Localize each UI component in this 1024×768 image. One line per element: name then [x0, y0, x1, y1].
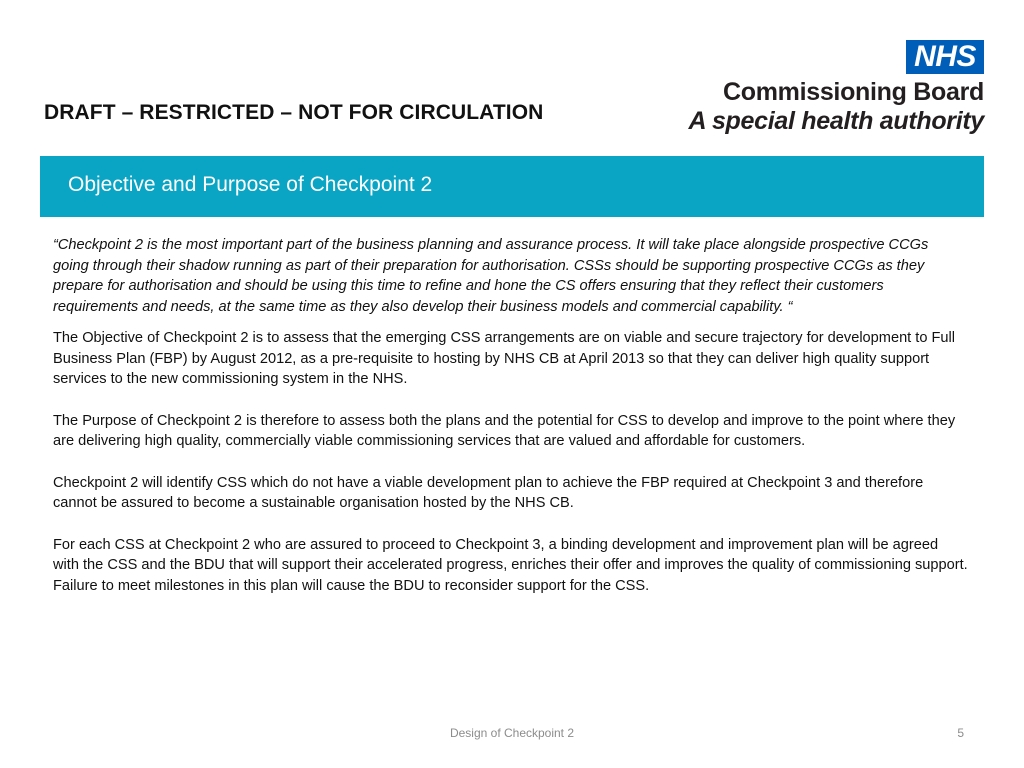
purpose-paragraph: The Purpose of Checkpoint 2 is therefore to assess both the plans and the potential for CSS to develop and improve to the point where they are delivering high quality, commercially viable commissioning services that are valued and affordable for customers.	[53, 412, 956, 449]
nhs-logo-mark	[906, 40, 984, 74]
development-plan-paragraph: For each CSS at Checkpoint 2 who are assured to proceed to Checkpoint 3, a binding development and improvement plan will be agreed with the CSS and the BDU that will support their accelerated progress, enriches their offer and improves the quality of commissioning support. Failure to meet milestones in this plan will cause the BDU to reconsider support for the CSS.	[53, 536, 968, 594]
slide-body	[53, 235, 968, 596]
quote-paragraph: “Checkpoint 2 is the most important part of the business planning and assurance process. It will take place alongside prospective CCGs going through their shadow running as part of their preparation for authorisation. CSSs should be supporting prospective CCGs as they prepare for authorisation and should be using this time to refine and hone the CS offers ensuring that they reflect their customers requirements and needs, at the same time as they also develop their business models and commercial capability. “	[53, 237, 929, 315]
logo-org-subtitle: A special health authority	[688, 107, 984, 135]
page-number: 5	[957, 726, 964, 740]
nhs-logo-text: NHS	[914, 40, 976, 73]
logo-org-name: Commissioning Board	[723, 78, 984, 106]
footer-label: Design of Checkpoint 2	[449, 726, 575, 740]
objective-paragraph: The Objective of Checkpoint 2 is to assess that the emerging CSS arrangements are on viable and secure trajectory for development to Full Business Plan (FBP) by August 2012, as a pre-requisite to hosting by NHS CB at April 2013 so that they can deliver high quality support services to the new commissioning system in the NHS.	[53, 330, 956, 387]
identification-paragraph: Checkpoint 2 will identify CSS which do not have a viable development plan to achieve the FBP required at Checkpoint 3 and therefore cannot be assured to become a sustainable organisation hosted by the NHS CB.	[53, 474, 924, 511]
slide-title: Objective and Purpose of Checkpoint 2	[68, 173, 433, 196]
title-band	[40, 156, 984, 217]
nhs-commissioning-board-logo	[688, 40, 988, 136]
draft-restriction-heading: DRAFT – RESTRICTED – NOT FOR CIRCULATION	[44, 101, 544, 124]
